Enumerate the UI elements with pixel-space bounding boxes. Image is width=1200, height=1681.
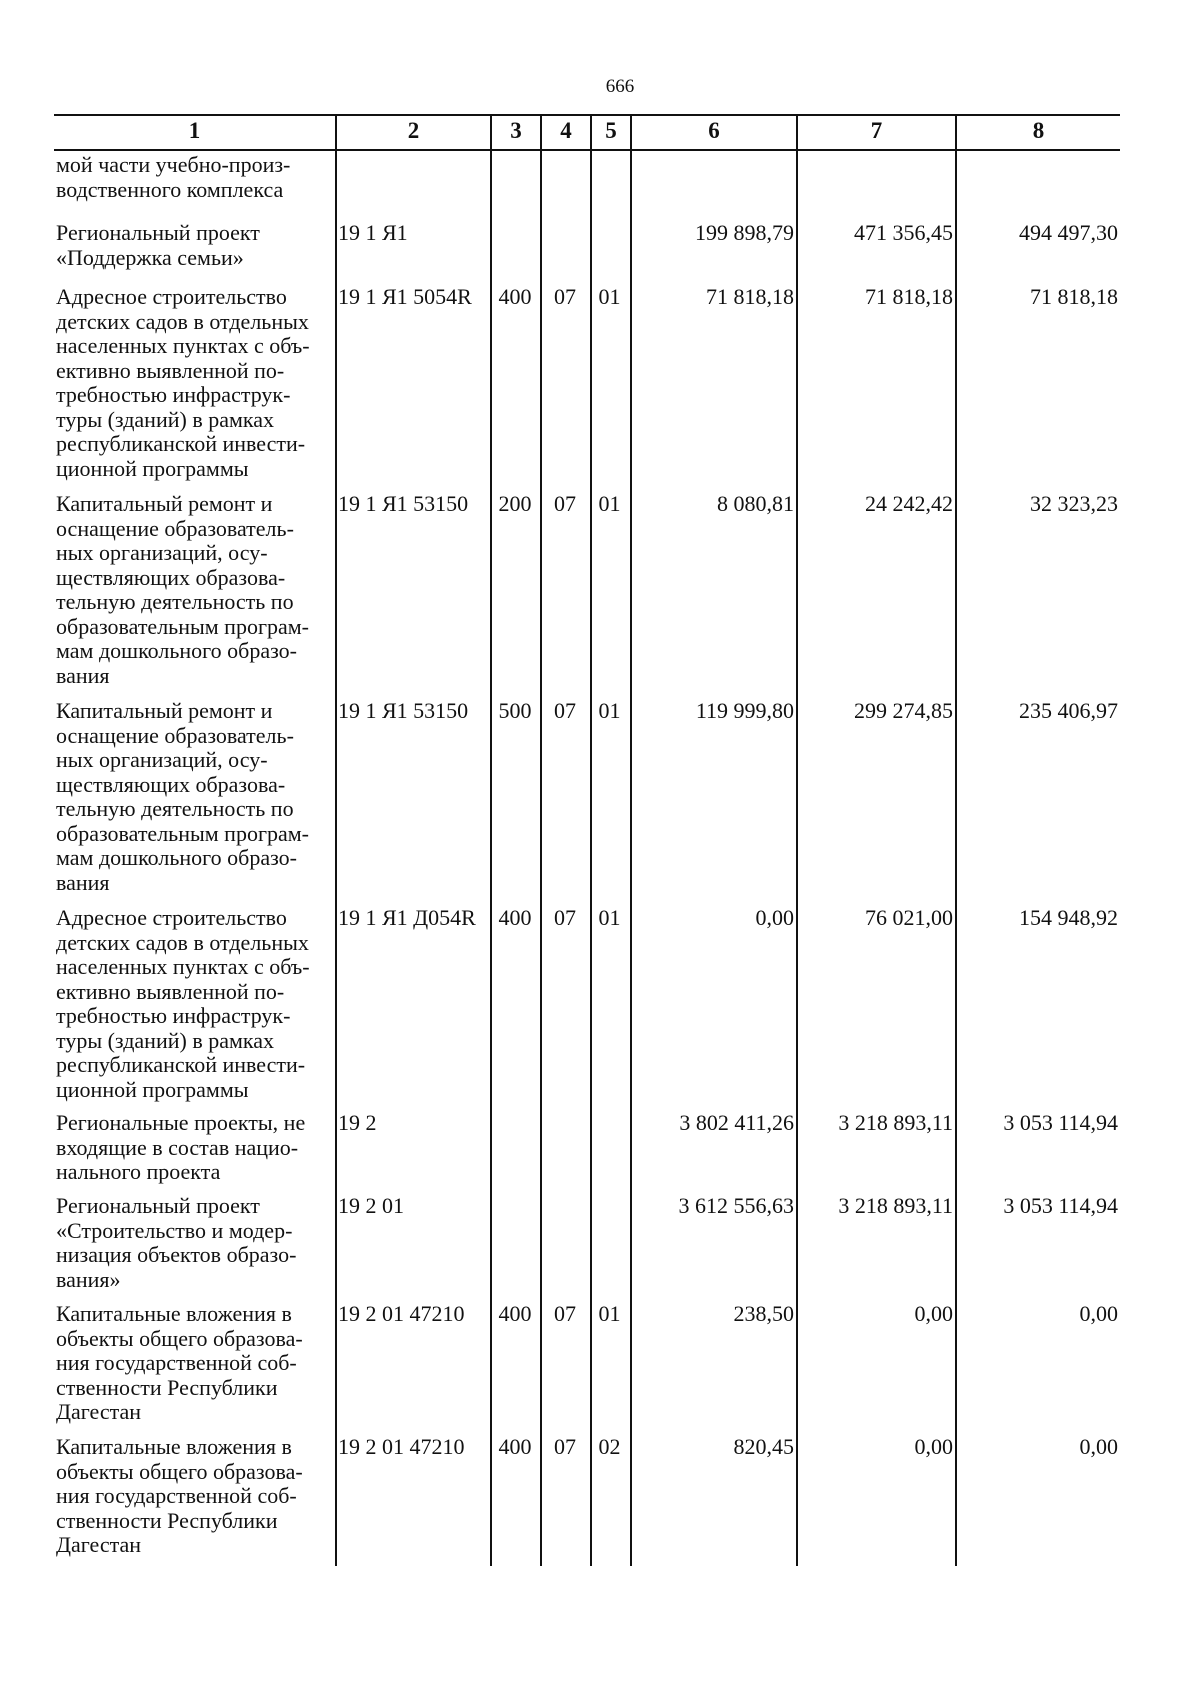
row-code: 19 2 01 bbox=[338, 1193, 404, 1218]
row-description: Региональный проект «Поддержка семьи» bbox=[56, 220, 260, 270]
header-bottom-rule bbox=[54, 149, 1120, 151]
row-code: 19 1 Я1 53150 bbox=[338, 698, 469, 723]
row-value-col8: 0,00 bbox=[1079, 1434, 1118, 1459]
row-value-col7: 3 218 893,11 bbox=[838, 1193, 953, 1218]
row-value-col8: 235 406,97 bbox=[1019, 698, 1118, 723]
row-code: 19 1 Я1 Д054R bbox=[338, 905, 476, 930]
row-code: 19 2 01 47210 bbox=[338, 1301, 465, 1326]
column-header: 8 bbox=[1032, 118, 1045, 143]
row-description: Капитальные вложения в объекты общего образова- ния государственной соб- ственности Республики Дагестан bbox=[56, 1434, 303, 1557]
column-header: 7 bbox=[870, 118, 883, 143]
column-divider bbox=[955, 114, 957, 1566]
column-divider bbox=[590, 114, 592, 1566]
row-value-col8: 32 323,23 bbox=[1030, 491, 1118, 516]
row-value-col7: 71 818,18 bbox=[865, 284, 953, 309]
row-col3: 500 bbox=[498, 698, 532, 723]
row-code: 19 2 01 47210 bbox=[338, 1434, 465, 1459]
row-col5: 01 bbox=[598, 1301, 621, 1326]
row-col5: 01 bbox=[598, 698, 621, 723]
row-col4: 07 bbox=[554, 491, 576, 516]
row-value-col8: 154 948,92 bbox=[1019, 905, 1118, 930]
row-col4: 07 bbox=[554, 1434, 576, 1459]
row-description: Региональные проекты, не входящие в состав нацио- нального проекта bbox=[56, 1110, 306, 1184]
row-col4: 07 bbox=[554, 905, 576, 930]
row-description: Капитальные вложения в объекты общего образова- ния государственной соб- ственности Республики Дагестан bbox=[56, 1301, 303, 1424]
row-value-col7: 0,00 bbox=[914, 1434, 953, 1459]
column-divider bbox=[630, 114, 632, 1566]
row-value-col7: 76 021,00 bbox=[865, 905, 953, 930]
row-value-col6: 3 612 556,63 bbox=[678, 1193, 794, 1218]
row-value-col6: 238,50 bbox=[733, 1301, 794, 1326]
row-code: 19 2 bbox=[338, 1110, 377, 1135]
row-value-col8: 3 053 114,94 bbox=[1003, 1193, 1118, 1218]
column-header: 4 bbox=[560, 118, 572, 143]
row-value-col6: 119 999,80 bbox=[695, 698, 794, 723]
row-description: мой части учебно-произ- водственного комплекса bbox=[56, 152, 291, 202]
row-value-col7: 24 242,42 bbox=[865, 491, 953, 516]
row-value-col8: 3 053 114,94 bbox=[1003, 1110, 1118, 1135]
row-value-col8: 494 497,30 bbox=[1019, 220, 1118, 245]
row-col3: 400 bbox=[498, 1434, 532, 1459]
row-col3: 400 bbox=[498, 905, 532, 930]
row-value-col7: 471 356,45 bbox=[854, 220, 953, 245]
row-col5: 01 bbox=[598, 905, 621, 930]
row-col5: 01 bbox=[598, 284, 621, 309]
row-description: Капитальный ремонт и оснащение образователь- ных организаций, осу- ществляющих образова- тельную деятельность по образовательным програм- мам дошкольного образо- вания bbox=[56, 491, 309, 688]
row-value-col6: 199 898,79 bbox=[695, 220, 794, 245]
column-header: 6 bbox=[708, 118, 720, 143]
row-col5: 02 bbox=[598, 1434, 621, 1459]
row-value-col6: 820,45 bbox=[733, 1434, 794, 1459]
row-code: 19 1 Я1 53150 bbox=[338, 491, 469, 516]
column-divider bbox=[796, 114, 798, 1566]
column-header: 1 bbox=[188, 118, 201, 143]
column-header: 3 bbox=[510, 118, 522, 143]
row-value-col7: 299 274,85 bbox=[854, 698, 953, 723]
row-description: Капитальный ремонт и оснащение образователь- ных организаций, осу- ществляющих образова- тельную деятельность по образовательным програм- мам дошкольного образо- вания bbox=[56, 698, 309, 895]
row-value-col6: 3 802 411,26 bbox=[679, 1110, 794, 1135]
row-value-col7: 3 218 893,11 bbox=[838, 1110, 953, 1135]
row-description: Адресное строительство детских садов в отдельных населенных пунктах с объ- ективно выявленной по- требностью инфраструк- туры (зданий) в рамках республиканской инвести- ционной программы bbox=[56, 284, 310, 481]
row-value-col6: 0,00 bbox=[755, 905, 794, 930]
row-col4: 07 bbox=[554, 698, 576, 723]
column-divider bbox=[490, 114, 492, 1566]
row-code: 19 1 Я1 5054R bbox=[338, 284, 472, 309]
row-col3: 200 bbox=[498, 491, 532, 516]
row-description: Адресное строительство детских садов в отдельных населенных пунктах с объ- ективно выявленной по- требностью инфраструк- туры (зданий) в рамках республиканской инвести- ционной программы bbox=[56, 905, 310, 1102]
table-top-rule bbox=[54, 114, 1120, 116]
row-value-col6: 8 080,81 bbox=[717, 491, 794, 516]
row-col3: 400 bbox=[498, 284, 532, 309]
row-col4: 07 bbox=[554, 284, 576, 309]
row-value-col8: 0,00 bbox=[1079, 1301, 1118, 1326]
column-divider bbox=[540, 114, 542, 1566]
row-value-col8: 71 818,18 bbox=[1030, 284, 1118, 309]
row-col3: 400 bbox=[498, 1301, 532, 1326]
column-header: 5 bbox=[605, 118, 617, 143]
row-value-col6: 71 818,18 bbox=[706, 284, 794, 309]
row-description: Региональный проект «Строительство и модер- низация объектов образо- вания» bbox=[56, 1193, 297, 1292]
page-number: 666 bbox=[605, 76, 635, 97]
row-value-col7: 0,00 bbox=[914, 1301, 953, 1326]
column-header: 2 bbox=[407, 118, 420, 143]
row-col4: 07 bbox=[554, 1301, 576, 1326]
row-col5: 01 bbox=[598, 491, 621, 516]
row-code: 19 1 Я1 bbox=[338, 220, 408, 245]
